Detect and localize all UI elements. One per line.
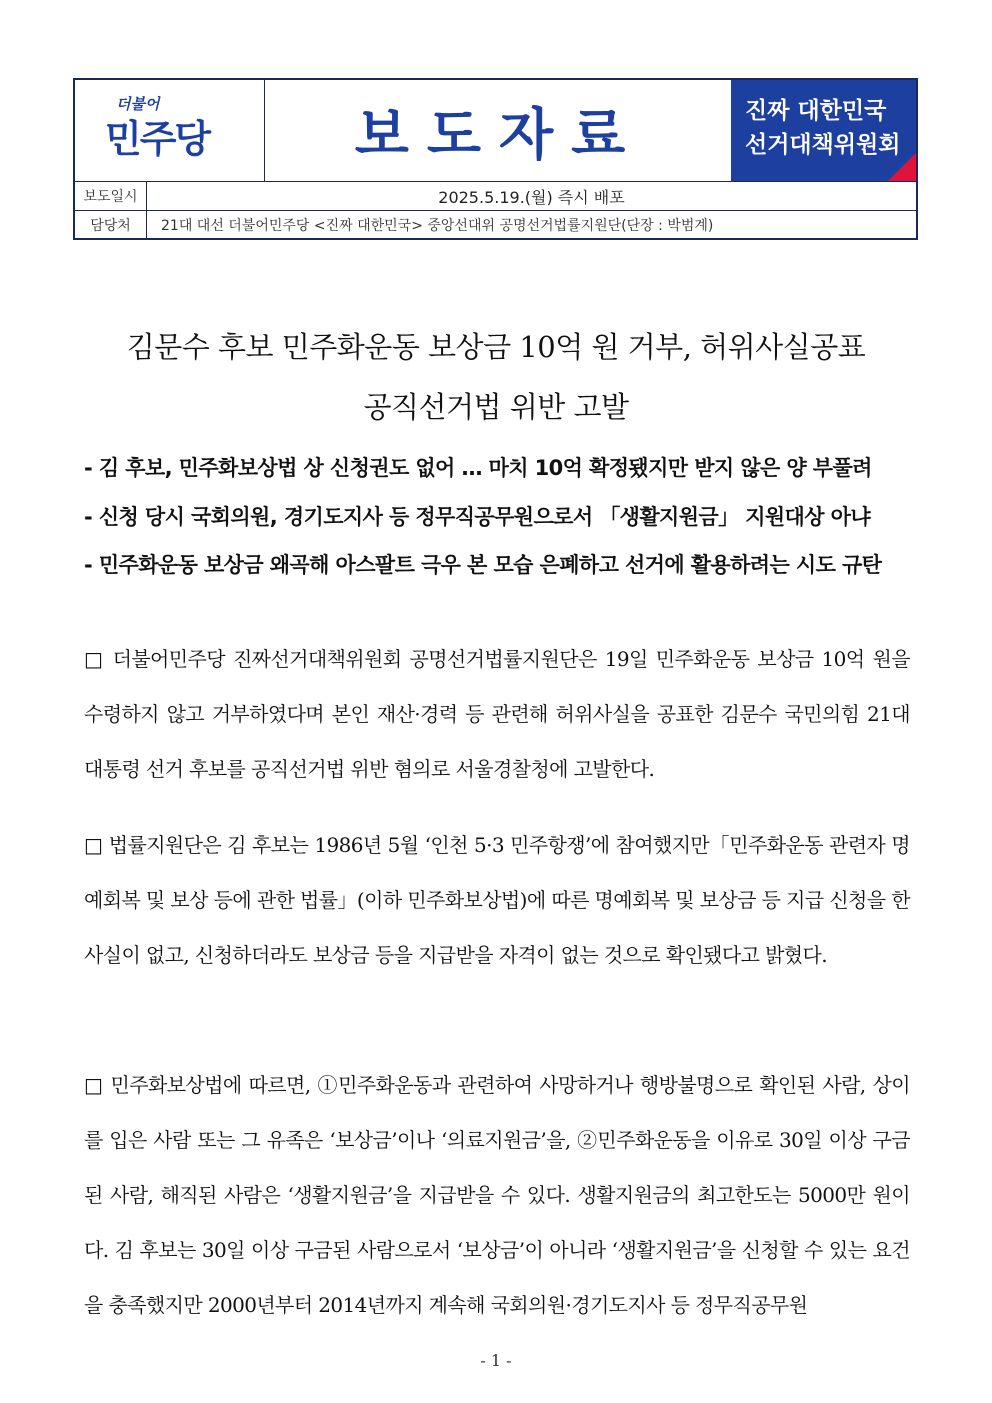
release-date-value: 2025.5.19.(월) 즉시 배포 — [438, 187, 625, 207]
page-number: - 1 - — [480, 1351, 512, 1370]
logo-small-text: 더불어 — [116, 95, 160, 113]
banner-line-1: 진짜 대한민국 — [745, 98, 887, 124]
document-title: 보도자료 — [354, 102, 644, 168]
body-paragraph-3: □ 민주화보상법에 따르면, ①민주화운동과 관련하여 사망하거나 행방불명으로 확인된 사람, 상이를 입은 사람 또는 그 유족은 ‘보상금’이나 ‘의료지원금’을, ②민주화운동을 이유로 30일 이상 구금된 사람, 해직된 사람은 ‘생활지원금’을 지급받을 수 있다. 생활지원금의 최고한도는 5000만 원이다. 김 후보는 30일 이상 구금된 사람으로서 ‘보상금’이 아니라 ‘생활지원금’을 신청할 수 있는 요건을 충족했지만 2000년부터 2014년까지 계속해 국회의원·경기도지사 등 정무직공무원 — [84, 1073, 910, 1317]
release-date-row — [75, 181, 916, 210]
contact-label: 담당처 — [75, 211, 147, 239]
subhead-3: - 민주화운동 보상금 왜곡해 아스팔트 극우 본 모습 은폐하고 선거에 활용하려는 시도 규탄 — [84, 553, 882, 577]
banner-corner-accent — [888, 153, 916, 181]
release-date-label: 보도일시 — [75, 182, 147, 210]
contact-value: 21대 대선 더불어민주당 <진짜 대한민국> 중앙선대위 공명선거법률지원단(단장 : 박범계) — [161, 218, 714, 234]
party-logo — [75, 80, 265, 181]
banner-line-2: 선거대책위원회 — [745, 132, 901, 158]
logo-main-text: 민주당 — [105, 117, 210, 161]
headline-line-2: 공직선거법 위반 고발 — [363, 390, 629, 424]
body-paragraph-1: □ 더불어민주당 진짜선거대책위원회 공명선거법률지원단은 19일 민주화운동 보상금 10억 원을 수령하지 않고 거부하였다며 본인 재산·경력 등 관련해 허위사실을 공표한 김문수 국민의힘 21대 대통령 선거 후보를 공직선거법 위반 혐의로 서울경찰청에 고발한다. — [84, 647, 910, 781]
headline-line-1: 김문수 후보 민주화운동 보상금 10억 원 거부, 허위사실공표 — [126, 330, 866, 364]
campaign-banner — [731, 80, 916, 181]
press-release-header — [73, 78, 918, 240]
contact-row — [75, 210, 916, 239]
subhead-1: - 김 후보, 민주화보상법 상 신청권도 없어 … 마치 10억 확정됐지만 받지 않은 양 부풀려 — [84, 456, 872, 480]
subhead-2: - 신청 당시 국회의원, 경기도지사 등 정무직공무원으로서 「생활지원금」 지원대상 아냐 — [84, 505, 871, 529]
body-paragraph-2: □ 법률지원단은 김 후보는 1986년 5월 ‘인천 5·3 민주항쟁’에 참여했지만「민주화운동 관련자 명예회복 및 보상 등에 관한 법률」(이하 민주화보상법)에 따른 명예회복 및 보상금 등 지급 신청을 한 사실이 없고, 신청하더라도 보상금 등을 지급받을 자격이 없는 것으로 확인됐다고 밝혔다. — [84, 833, 910, 967]
title-cell — [265, 80, 733, 181]
